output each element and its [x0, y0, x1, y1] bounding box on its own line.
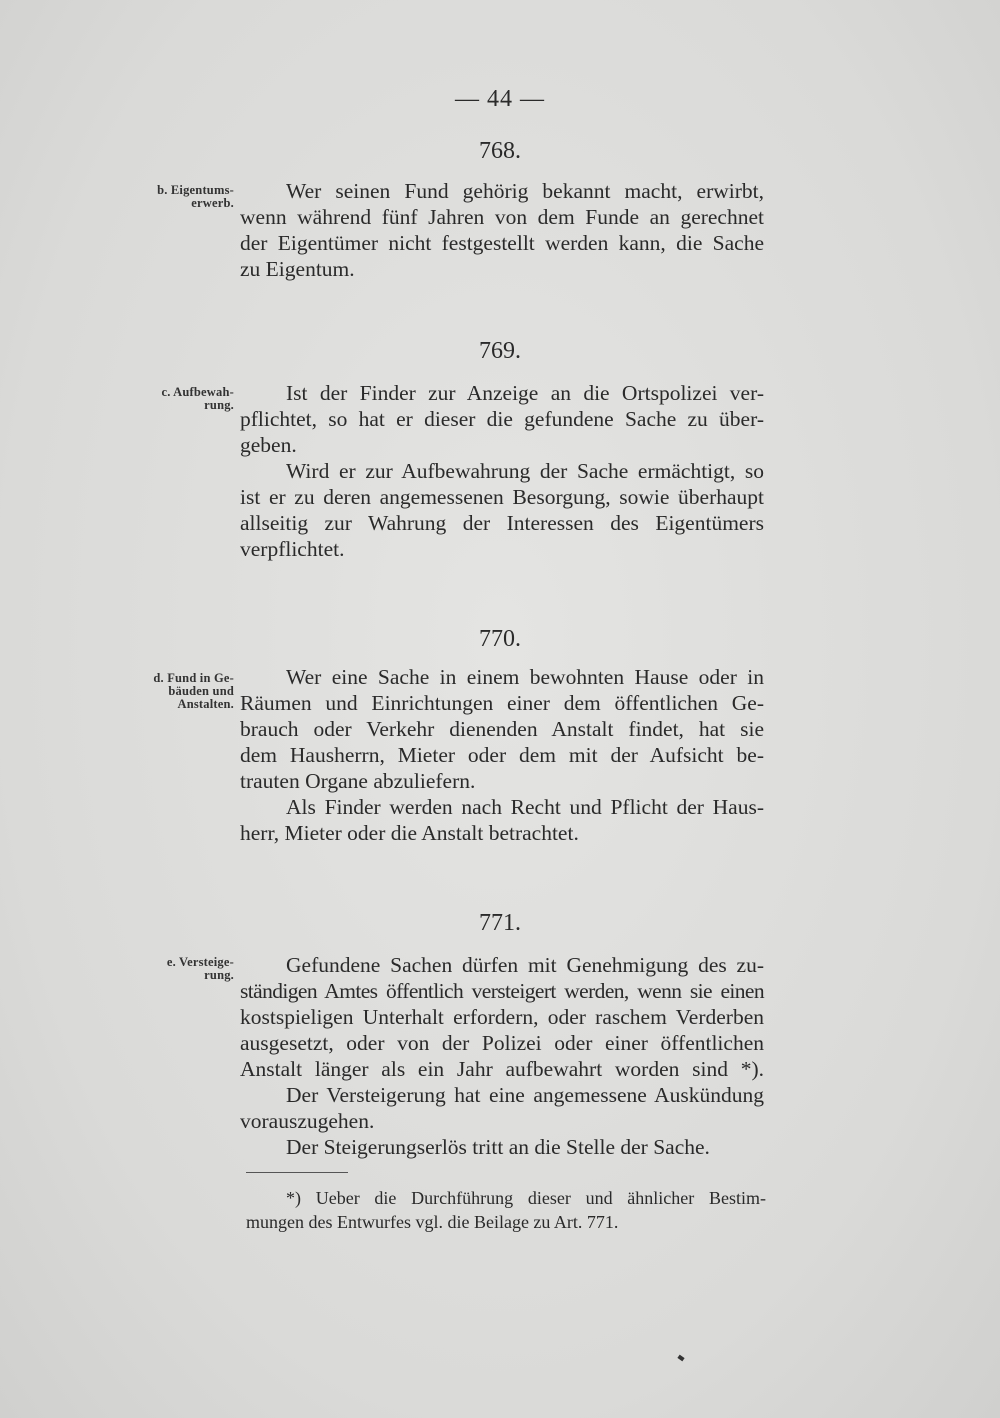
text-line: kostspieligen Unterhalt erfordern, oder raschem Verderben — [240, 1005, 764, 1029]
text-line: Wer eine Sache in einem bewohnten Hause oder in — [286, 665, 764, 689]
article-number-770: 770. — [479, 626, 521, 652]
article-text-768 — [240, 178, 764, 282]
text-line: verpflichtet. — [240, 537, 345, 561]
article-text-771 — [240, 952, 764, 1160]
text-line: Räumen und Einrichtungen einer dem öffentlichen Ge- — [240, 691, 764, 715]
text-line: zu Eigentum. — [240, 257, 355, 281]
margin-note-line: e. Versteige- — [166, 955, 234, 969]
article-number-768: 768. — [479, 138, 521, 164]
margin-note-line: d. Fund in Ge- — [153, 671, 234, 685]
margin-note-line: Anstalten. — [177, 697, 234, 711]
text-line: pflichtet, so hat er dieser die gefundene Sache zu über- — [240, 407, 764, 431]
text-line: ist er zu deren angemessenen Besorgung, sowie überhaupt — [240, 485, 764, 509]
margin-note-line: rung. — [204, 398, 234, 412]
article-number-771: 771. — [479, 910, 521, 936]
text-line: allseitig zur Wahrung der Interessen des Eigentümers — [240, 511, 764, 535]
text-line: Als Finder werden nach Recht und Pflicht der Haus- — [286, 795, 764, 819]
text-line: dem Hausherrn, Mieter oder dem mit der Aufsicht be- — [240, 743, 764, 767]
page-number: — 44 — — [455, 86, 545, 112]
article-number-769: 769. — [479, 338, 521, 364]
text-line: vorauszugehen. — [240, 1109, 375, 1133]
text-line: geben. — [240, 433, 297, 457]
text-line: Der Versteigerung hat eine angemessene Auskündung — [286, 1083, 764, 1107]
text-line: Anstalt länger als ein Jahr aufbewahrt worden sind *). — [240, 1057, 764, 1081]
text-line: Wird er zur Aufbewahrung der Sache ermächtigt, so — [286, 459, 764, 483]
text-line: Ist der Finder zur Anzeige an die Ortspolizei ver- — [286, 381, 764, 405]
margin-note-768 — [112, 184, 234, 210]
footnote-line: mungen des Entwurfes vgl. die Beilage zu Art. 771. — [246, 1212, 619, 1232]
text-line: der Eigentümer nicht festgestellt werden kann, die Sache — [240, 231, 764, 255]
article-text-770 — [240, 664, 764, 846]
article-text-769 — [240, 380, 764, 562]
footnote-divider — [246, 1172, 348, 1173]
margin-note-769 — [112, 386, 234, 412]
text-line: Der Steigerungserlös tritt an die Stelle der Sache. — [286, 1135, 710, 1159]
text-line: trauten Organe abzuliefern. — [240, 769, 476, 793]
footnote-line: *) Ueber die Durchführung dieser und ähnlicher Bestim- — [286, 1188, 766, 1208]
ink-speck — [677, 1355, 684, 1362]
text-line: wenn während fünf Jahren von dem Funde an gerechnet — [240, 205, 764, 229]
text-line: brauch oder Verkehr dienenden Anstalt findet, hat sie — [240, 717, 764, 741]
text-line: Wer seinen Fund gehörig bekannt macht, erwirbt, — [286, 179, 764, 203]
margin-note-line: erwerb. — [191, 196, 234, 210]
footnote — [246, 1186, 766, 1234]
margin-note-771 — [112, 956, 234, 982]
margin-note-line: b. Eigentums- — [157, 183, 234, 197]
margin-note-line: rung. — [204, 968, 234, 982]
text-line: herr, Mieter oder die Anstalt betrachtet. — [240, 821, 579, 845]
margin-note-line: c. Aufbewah- — [161, 385, 234, 399]
margin-note-line: bäuden und — [168, 684, 234, 698]
margin-note-770 — [112, 672, 234, 711]
text-line: ausgesetzt, oder von der Polizei oder einer öffentlichen — [240, 1031, 764, 1055]
text-line: ständigen Amtes öffentlich versteigert werden, wenn sie einen — [240, 979, 764, 1003]
text-line: Gefundene Sachen dürfen mit Genehmigung des zu- — [286, 953, 764, 977]
